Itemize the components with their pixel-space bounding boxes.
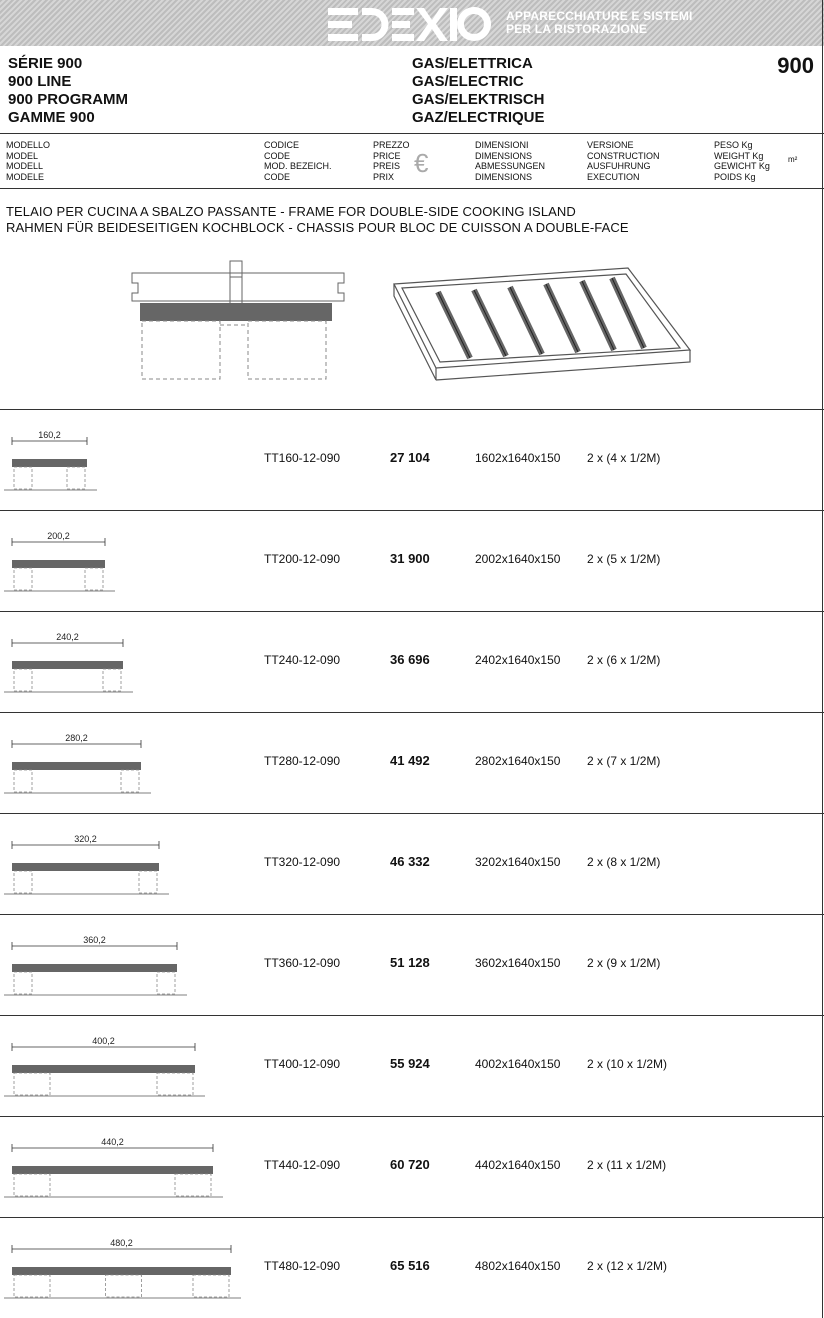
section-title <box>6 204 629 236</box>
frame-thumbnail <box>0 712 260 813</box>
product-price: 65 516 <box>390 1258 430 1273</box>
product-row <box>0 510 824 611</box>
frame-leg <box>14 972 32 994</box>
width-label: 360,2 <box>83 935 106 945</box>
product-row <box>0 611 824 712</box>
frame-thumbnail <box>0 813 260 914</box>
product-dimensions: 2002x1640x150 <box>475 552 561 566</box>
width-label: 280,2 <box>65 733 88 743</box>
product-row <box>0 914 824 1015</box>
col-label: PREIS <box>373 161 401 171</box>
product-price: 60 720 <box>390 1157 430 1172</box>
frame-leg <box>14 568 32 590</box>
frame-thumbnail <box>0 409 260 510</box>
width-label: 400,2 <box>92 1036 115 1046</box>
supply-fr: GAZ/ELECTRIQUE <box>412 109 545 126</box>
frame-top-bar <box>12 1065 195 1073</box>
column-dimensions <box>475 140 545 182</box>
width-label: 160,2 <box>38 430 61 440</box>
col-label: VERSIONE <box>587 140 634 150</box>
dexion-logo <box>328 4 498 44</box>
frame-top-bar <box>12 964 177 972</box>
product-dimensions: 2402x1640x150 <box>475 653 561 667</box>
frame-leg <box>14 770 32 792</box>
euro-icon: € <box>414 148 429 178</box>
col-label: MODEL <box>6 150 39 161</box>
product-code: TT480-12-090 <box>264 1259 341 1273</box>
product-construction: 2 x (8 x 1/2M) <box>587 855 661 869</box>
column-model <box>6 140 50 182</box>
col-label: AUSFUHRUNG <box>587 161 651 171</box>
product-dimensions: 4002x1640x150 <box>475 1057 561 1071</box>
frame-perspective-drawing <box>390 262 695 384</box>
product-dimensions: 4802x1640x150 <box>475 1259 561 1273</box>
col-label: CODE <box>264 171 291 182</box>
product-code: TT160-12-090 <box>264 451 341 465</box>
product-code: TT280-12-090 <box>264 754 341 768</box>
product-row <box>0 813 824 914</box>
col-label: MODELE <box>6 171 45 182</box>
frame-leg <box>67 467 85 489</box>
product-dimensions: 2802x1640x150 <box>475 754 561 768</box>
frame-leg <box>103 669 121 691</box>
series-it: SÉRIE 900 <box>8 55 83 72</box>
supply-it: GAS/ELETTRICA <box>412 55 533 72</box>
col-label: CONSTRUCTION <box>587 150 660 161</box>
frame-thumbnail <box>0 1015 260 1116</box>
product-code: TT360-12-090 <box>264 956 341 970</box>
col-label: EXECUTION <box>587 171 640 182</box>
frame-leg <box>106 1275 142 1297</box>
product-price: 55 924 <box>390 1056 430 1071</box>
product-dimensions: 3202x1640x150 <box>475 855 561 869</box>
product-row <box>0 1217 824 1318</box>
title-line-1: TELAIO PER CUCINA A SBALZO PASSANTE - FRAME FOR DOUBLE-SIDE COOKING ISLAND <box>6 204 576 219</box>
col-label: CODICE <box>264 140 300 150</box>
product-price: 27 104 <box>390 450 430 465</box>
frame-top-bar <box>12 560 105 568</box>
width-label: 240,2 <box>56 632 79 642</box>
col-label: PREZZO <box>373 140 410 150</box>
col-label: DIMENSIONS <box>475 150 533 161</box>
col-label: CODE <box>264 150 291 161</box>
product-construction: 2 x (12 x 1/2M) <box>587 1259 668 1273</box>
product-construction: 2 x (9 x 1/2M) <box>587 956 661 970</box>
col-label: PRICE <box>373 150 401 161</box>
frame-leg <box>175 1174 211 1196</box>
series-names <box>8 55 128 127</box>
frame-leg <box>14 871 32 893</box>
col-label: POIDS Kg <box>714 171 756 182</box>
product-code: TT240-12-090 <box>264 653 341 667</box>
frame-top-bar <box>12 1166 213 1174</box>
frame-top-bar <box>12 762 141 770</box>
product-construction: 2 x (11 x 1/2M) <box>587 1158 667 1172</box>
frame-thumbnail <box>0 1217 260 1318</box>
frame-thumbnail <box>0 914 260 1015</box>
product-row <box>0 1116 824 1217</box>
col-label: MODELLO <box>6 140 51 150</box>
product-price: 51 128 <box>390 955 430 970</box>
frame-leg <box>157 972 175 994</box>
width-label: 480,2 <box>110 1238 133 1248</box>
product-construction: 2 x (10 x 1/2M) <box>587 1057 668 1071</box>
frame-top-bar <box>12 863 159 871</box>
frame-leg <box>85 568 103 590</box>
supply-type <box>412 55 545 127</box>
frame-top-bar <box>12 661 123 669</box>
width-label: 320,2 <box>74 834 97 844</box>
product-construction: 2 x (4 x 1/2M) <box>587 451 661 465</box>
product-row <box>0 712 824 813</box>
frame-top-bar <box>12 459 87 467</box>
column-code <box>264 140 332 182</box>
series-number: 900 <box>777 53 814 78</box>
width-label: 200,2 <box>47 531 70 541</box>
frame-top-bar <box>12 1267 231 1275</box>
col-label: PRIX <box>373 171 395 182</box>
frame-leg <box>14 669 32 691</box>
column-version <box>587 140 660 182</box>
page-border <box>822 0 823 1318</box>
supply-en: GAS/ELECTRIC <box>412 73 524 90</box>
series-de: 900 PROGRAMM <box>8 91 129 108</box>
col-label: DIMENSIONS <box>475 171 533 182</box>
product-construction: 2 x (7 x 1/2M) <box>587 754 661 768</box>
col-label: PESO Kg <box>714 140 753 150</box>
product-dimensions: 4402x1640x150 <box>475 1158 561 1172</box>
product-row <box>0 409 824 510</box>
series-en: 900 LINE <box>8 73 72 90</box>
col-label: WEIGHT Kg <box>714 150 764 161</box>
area-unit: m² <box>788 155 798 164</box>
product-code: TT200-12-090 <box>264 552 341 566</box>
product-construction: 2 x (5 x 1/2M) <box>587 552 661 566</box>
product-dimensions: 3602x1640x150 <box>475 956 561 970</box>
frame-leg <box>193 1275 229 1297</box>
col-label: DIMENSIONI <box>475 140 529 150</box>
product-code: TT400-12-090 <box>264 1057 341 1071</box>
frame-thumbnail <box>0 611 260 712</box>
frame-leg <box>14 1174 50 1196</box>
product-construction: 2 x (6 x 1/2M) <box>587 653 661 667</box>
col-label: MOD. BEZEICH. <box>264 161 332 171</box>
column-weight <box>714 140 770 182</box>
frame-leg <box>121 770 139 792</box>
frame-leg <box>14 1275 50 1297</box>
product-code: TT440-12-090 <box>264 1158 341 1172</box>
product-price: 31 900 <box>390 551 430 566</box>
frame-leg <box>157 1073 193 1095</box>
frame-thumbnail <box>0 1116 260 1217</box>
brand-banner <box>0 0 824 46</box>
tagline-line-1: APPARECCHIATURE E SISTEMI <box>506 9 693 23</box>
col-label: MODELL <box>6 161 44 171</box>
frame-leg <box>139 871 157 893</box>
brand-tagline <box>506 10 693 36</box>
tagline-line-2: PER LA RISTORAZIONE <box>506 22 648 36</box>
product-price: 41 492 <box>390 753 430 768</box>
width-label: 440,2 <box>101 1137 124 1147</box>
product-price: 46 332 <box>390 854 430 869</box>
col-label: GEWICHT Kg <box>714 161 770 171</box>
product-dimensions: 1602x1640x150 <box>475 451 561 465</box>
frame-leg <box>14 467 32 489</box>
frame-thumbnail <box>0 510 260 611</box>
supply-de: GAS/ELEKTRISCH <box>412 91 545 108</box>
divider <box>0 133 824 134</box>
product-row <box>0 1015 824 1116</box>
frame-front-view-drawing <box>120 255 360 390</box>
product-price: 36 696 <box>390 652 430 667</box>
frame-leg <box>14 1073 50 1095</box>
product-code: TT320-12-090 <box>264 855 341 869</box>
col-label: ABMESSUNGEN <box>475 161 546 171</box>
series-fr: GAMME 900 <box>8 109 95 126</box>
divider <box>0 188 824 189</box>
column-price <box>373 140 410 182</box>
title-line-2: RAHMEN FÜR BEIDESEITIGEN KOCHBLOCK - CHASSIS POUR BLOC DE CUISSON A DOUBLE-FACE <box>6 220 629 235</box>
